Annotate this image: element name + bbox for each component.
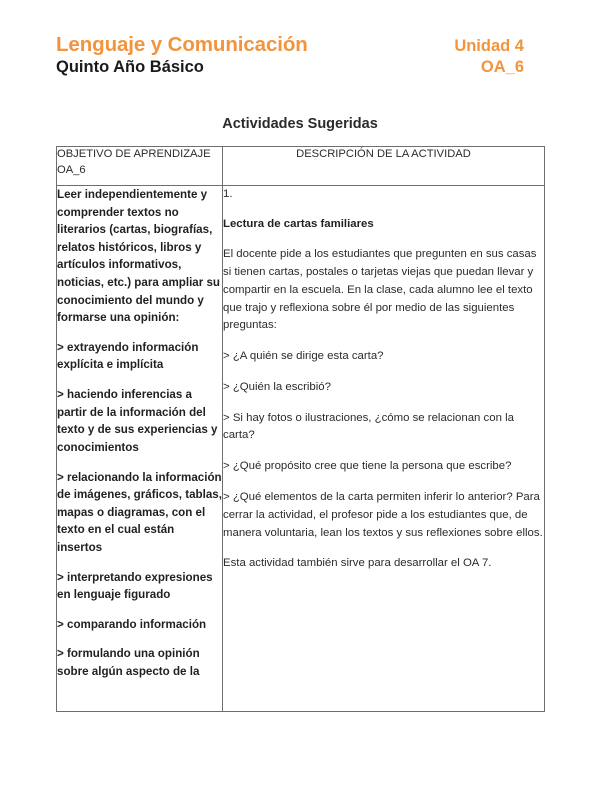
column-header-description: DESCRIPCIÓN DE LA ACTIVIDAD bbox=[223, 147, 545, 186]
table-row bbox=[57, 186, 545, 712]
page-title: Actividades Sugeridas bbox=[222, 116, 378, 132]
activity-question-2: > ¿Quién la escribió? bbox=[223, 380, 331, 393]
activity-closing-note: Esta actividad también sirve para desarrollar el OA 7. bbox=[223, 557, 492, 570]
objective-text-block bbox=[57, 186, 222, 681]
header-line-2 bbox=[56, 57, 524, 78]
column-header-objective: OBJETIVO DE APRENDIZAJE OA_6 bbox=[57, 147, 223, 186]
subject-title: Lenguaje y Comunicación bbox=[56, 33, 308, 56]
document-header bbox=[56, 33, 524, 78]
objective-bullet-3: > relacionando la información de imágenes, gráficos, tablas, mapas o diagramas, con el texto en el cual están insertos bbox=[57, 470, 222, 554]
objective-bullet-5: > comparando información bbox=[57, 617, 207, 631]
activity-number: 1. bbox=[223, 188, 233, 200]
objective-bullet-2: > haciendo inferencias a partir de la información del texto y de sus experiencias y conocimientos bbox=[57, 388, 218, 454]
activity-question-5: > ¿Qué elementos de la carta permiten inferir lo anterior? Para cerrar la actividad, el profesor pide a los estudiantes que, de manera voluntaria, lean los textos y sus reflexiones sobre ellos. bbox=[223, 491, 543, 539]
objective-bullet-4: > interpretando expresiones en lenguaje figurado bbox=[57, 570, 213, 602]
activity-question-4: > ¿Qué propósito cree que tiene la persona que escribe? bbox=[223, 460, 512, 473]
header-line-1 bbox=[56, 33, 524, 57]
activity-text-block bbox=[223, 246, 544, 573]
unit-label: Unidad 4 bbox=[454, 37, 524, 55]
grade-label: Quinto Año Básico bbox=[56, 58, 204, 77]
table-header-row bbox=[57, 147, 545, 186]
objective-cell bbox=[57, 186, 223, 712]
activity-question-3: > Si hay fotos o ilustraciones, ¿cómo se relacionan con la carta? bbox=[223, 411, 514, 442]
objective-bullet-6: > formulando una opinión sobre algún aspecto de la bbox=[57, 647, 200, 679]
objective-code-label: OA_6 bbox=[480, 58, 524, 77]
objective-bullet-1: > extrayendo información explícita e implícita bbox=[57, 340, 199, 372]
activity-question-1: > ¿A quién se dirige esta carta? bbox=[223, 350, 384, 363]
description-cell bbox=[223, 186, 545, 712]
activity-paragraph-1: El docente pide a los estudiantes que pregunten en sus casas si tienen cartas, postales o tarjetas viejas que puedan llevar y compartir en la escuela. En la clase, cada alumno lee el texto que trajo y reflexiona sobre él por medio de las siguientes preguntas: bbox=[223, 248, 537, 332]
activity-title: Lectura de cartas familiares bbox=[223, 218, 374, 231]
activities-table bbox=[56, 146, 545, 712]
objective-intro: Leer independientemente y comprender textos no literarios (cartas, biografías, relatos históricos, libros y artículos informativos, noticias, etc.) para ampliar su conocimiento del mundo y formarse una opinión: bbox=[57, 188, 221, 325]
